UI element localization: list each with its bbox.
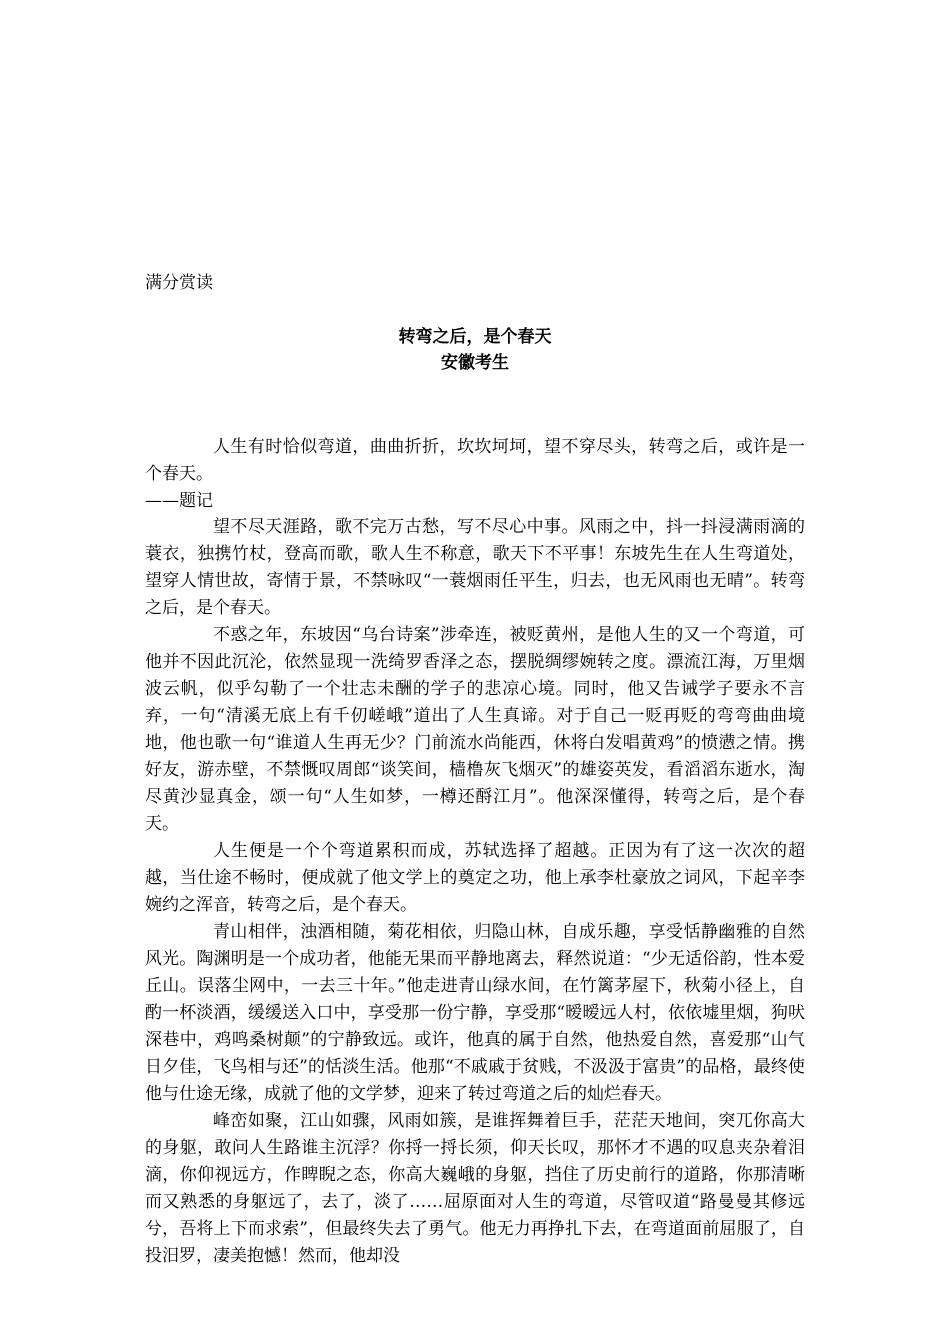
paragraph: 人生便是一个个弯道累积而成，苏轼选择了超越。正因为有了这一次次的超越，当仕途不畅时，便成就了他文学上的奠定之功，他上承李杜豪放之词风，下起辛李婉约之浑音，转弯之后，是个春天。 [145, 841, 805, 915]
paragraph: 望不尽天涯路，歌不完万古愁，写不尽心中事。风雨之中，抖一抖浸满雨滴的蓑衣，独携竹杖，登高而歌，歌人生不称意，歌天下不平事！东坡先生在人生弯道处，望穿人情世故，寄情于景，不禁咏叹“一蓑烟雨任平生，归去，也无风雨也无晴”。转弯之后，是个春天。 [145, 517, 805, 618]
title-block [145, 324, 805, 376]
paragraph: 不惑之年，东坡因“乌台诗案”涉牵连，被贬黄州，是他人生的又一个弯道，可他并不因此沉沦，依然显现一洗绮罗香泽之态，摆脱绸缪婉转之度。漂流江海，万里烟波云帆，似乎勾勒了一个壮志未酬的学子的悲凉心境。同时，他又告诫学子要永不言弃，一句“清溪无底上有千仞嵯峨”道出了人生真谛。对于自己一贬再贬的弯弯曲曲境地，他也歌一句“谁道人生再无少？门前流水尚能西，休将白发唱黄鸡”的愤懑之情。携好友，游赤壁，不禁慨叹周郎“谈笑间，樯橹灰飞烟灭”的雄姿英发，看滔滔东逝水，淘尽黄沙显真金，颂一句“人生如梦，一樽还酹江月”。他深深懂得，转弯之后，是个春天。 [145, 625, 805, 834]
essay-title: 转弯之后，是个春天 [398, 327, 552, 347]
epigraph: 人生有时恰似弯道，曲曲折折，坎坎坷坷，望不穿尽头，转弯之后，或许是一个春天。 [145, 437, 805, 484]
essay-body [145, 434, 805, 1270]
inscription: ——题记 [145, 491, 213, 511]
paragraph: 青山相伴，浊酒相随，菊花相依，归隐山林，自成乐趣，享受恬静幽雅的自然风光。陶渊明是一个成功者，他能无果而平静地离去，释然说道：“少无适俗韵，性本爱丘山。误落尘网中，一去三十年。”他走进青山绿水间，在竹篱茅屋下，秋菊小径上，自酌一杯淡酒，缓缓送入口中，享受那一份宁静，享受那“暧暧远人村，依依墟里烟，狗吠深巷中，鸡鸣桑树颠”的宁静致远。或许，他真的属于自然，他热爱自然，喜爱那“山气日夕佳，飞鸟相与还”的恬淡生活。他那“不戚戚于贫贱，不汲汲于富贵”的品格，最终使他与仕途无缘，成就了他的文学梦，迎来了转过弯道之后的灿烂春天。 [145, 922, 805, 1104]
paragraph: 峰峦如聚，江山如骤，风雨如簇，是谁挥舞着巨手，茫茫天地间，突兀你高大的身躯，敢问人生路谁主沉浮？你捋一捋长须，仰天长叹，那怀才不遇的叹息夹杂着泪滴，你仰视远方，作睥睨之态，你高大巍峨的身躯，挡住了历史前行的道路，你那清晰而又熟悉的身躯远了，去了，淡了……屈原面对人生的弯道，尽管叹道“路曼曼其修远兮，吾将上下而求索”，但最终失去了勇气。他无力再挣扎下去，在弯道面前屈服了，自投汨罗，凄美抱憾！然而，他却没 [145, 1111, 805, 1266]
document-page [145, 270, 805, 1270]
essay-author: 安徽考生 [441, 353, 509, 373]
section-label: 满分赏读 [145, 273, 213, 293]
